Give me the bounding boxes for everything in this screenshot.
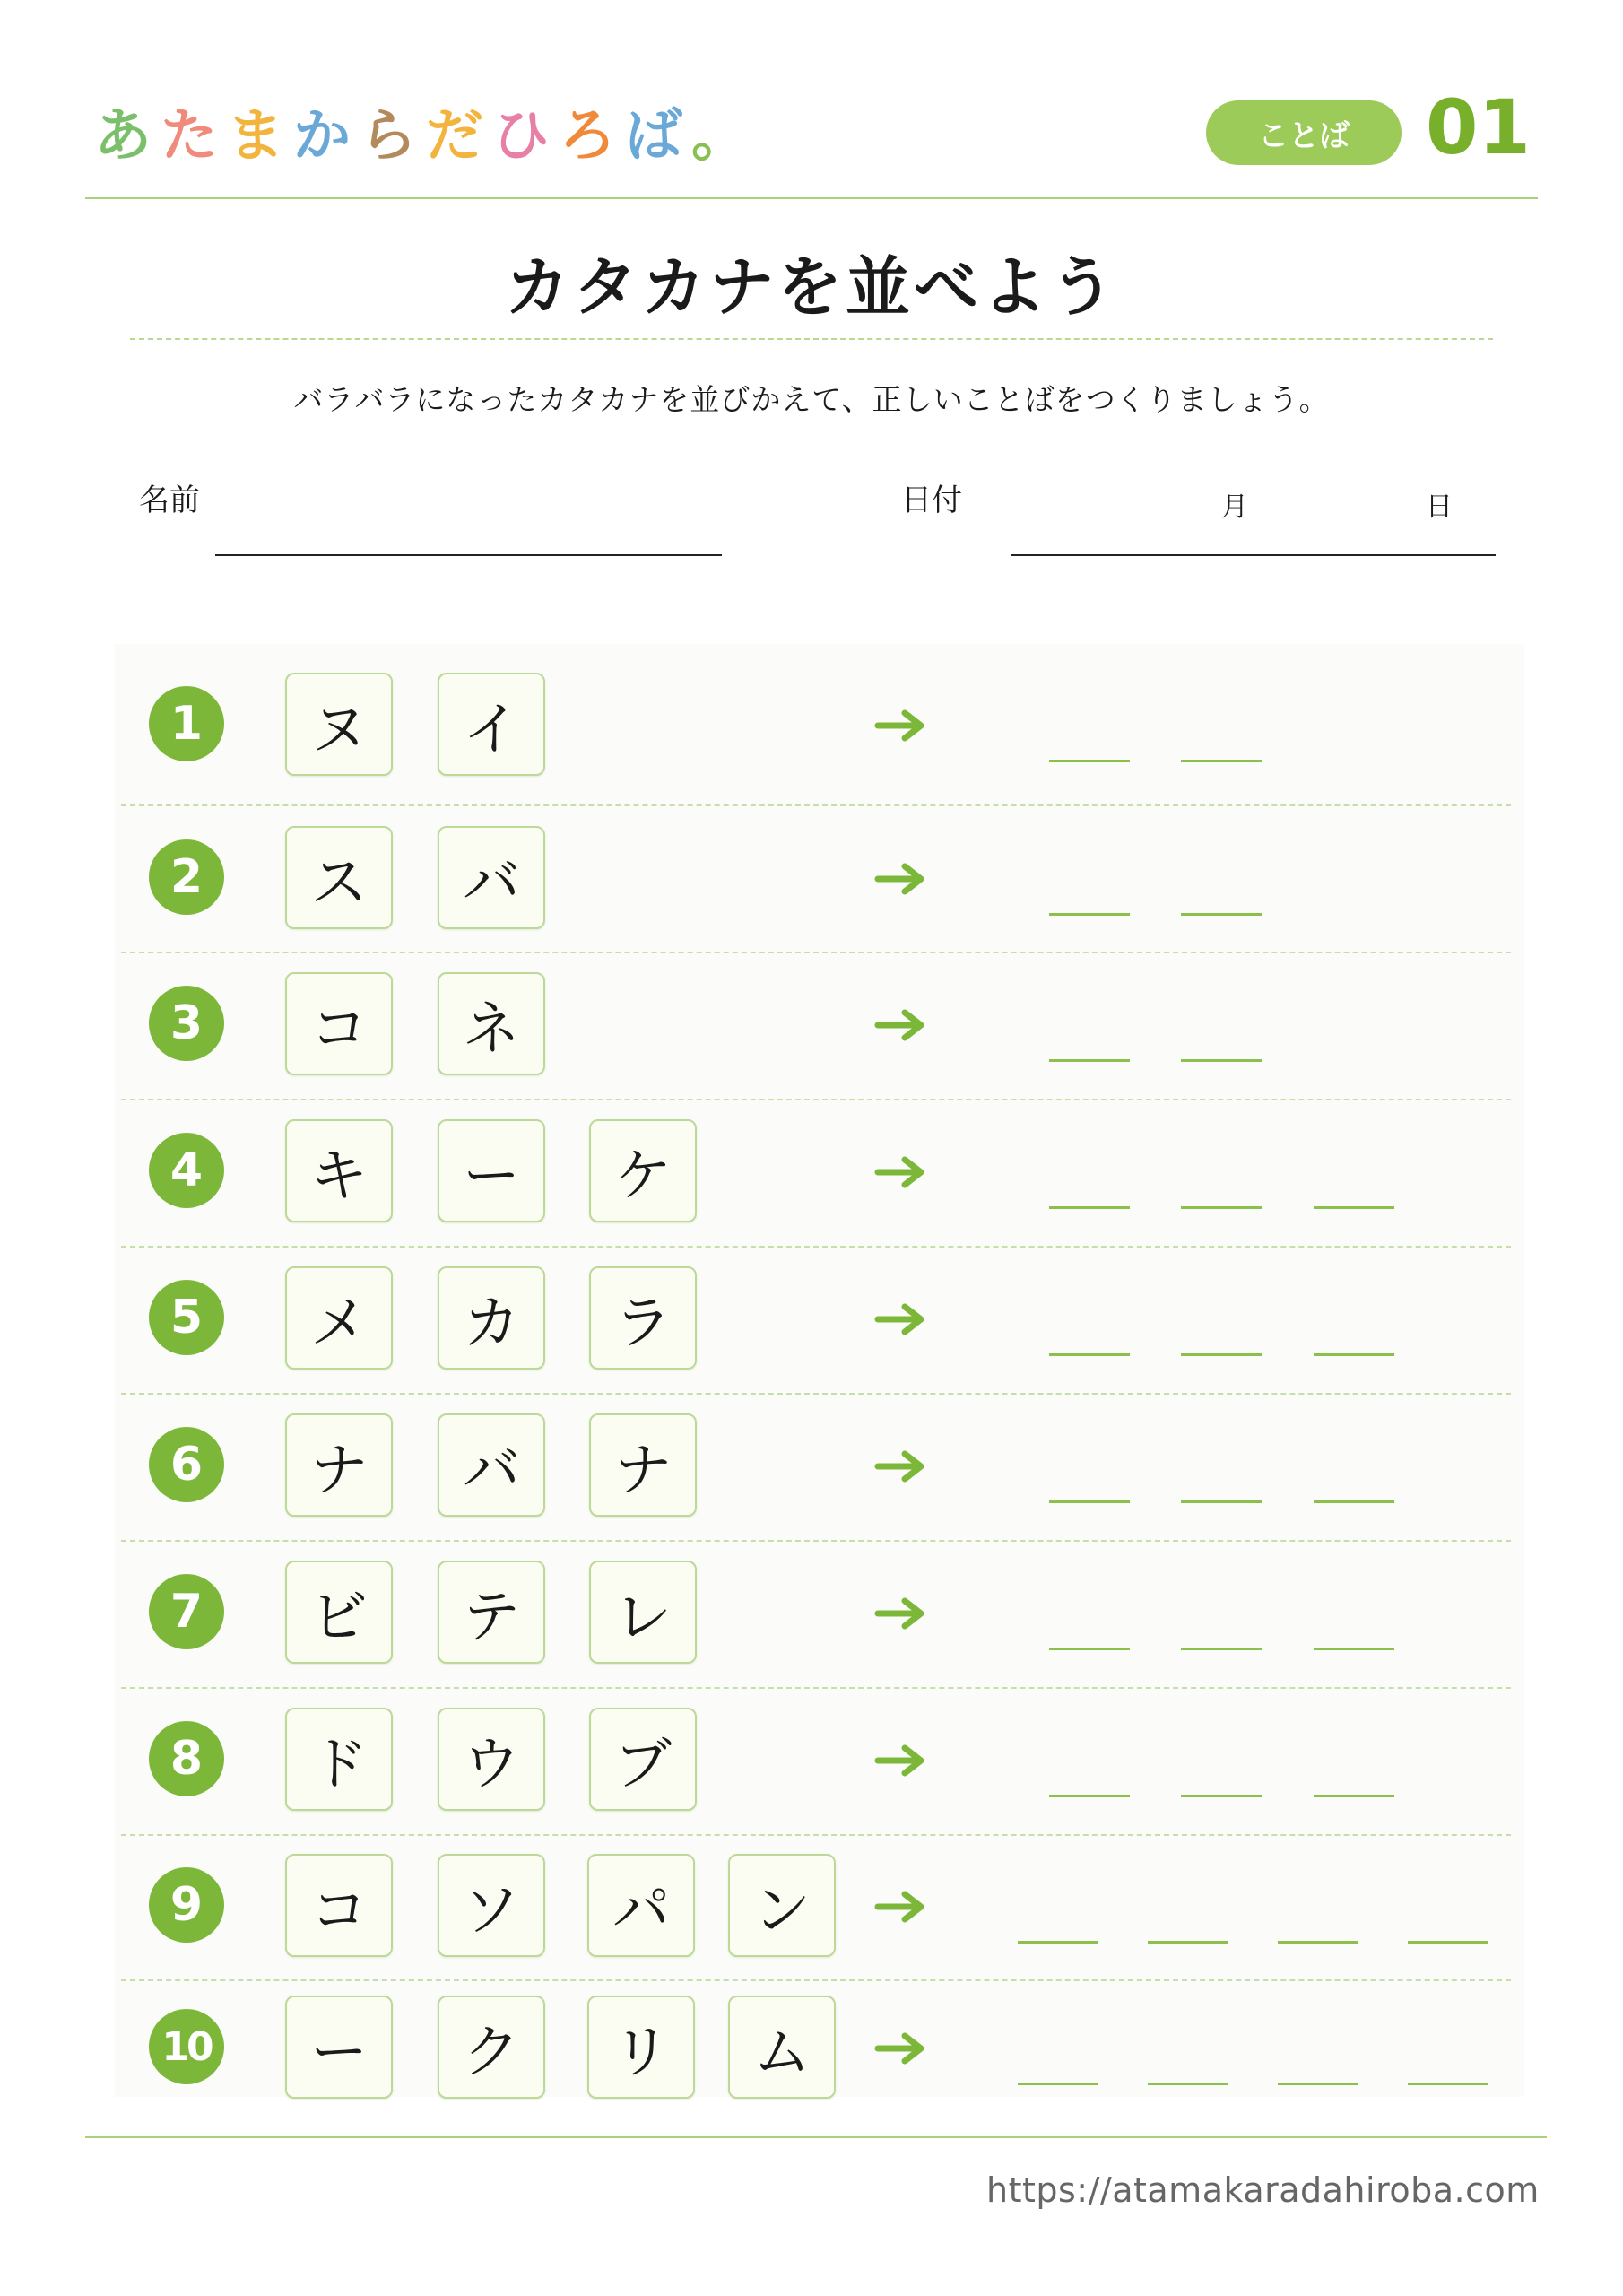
answer-blank[interactable] [1049, 913, 1130, 916]
katakana-tile: パ [587, 1854, 695, 1957]
answer-blank[interactable] [1018, 2083, 1098, 2085]
katakana-tile: ケ [589, 1119, 697, 1222]
brand-char: ま [227, 103, 293, 170]
row-divider [121, 1246, 1511, 1248]
answer-blank[interactable] [1408, 2083, 1488, 2085]
answer-blank[interactable] [1049, 760, 1130, 762]
answer-blank[interactable] [1314, 1206, 1394, 1209]
brand-char: ひ [492, 103, 559, 170]
katakana-tile: レ [589, 1561, 697, 1664]
answer-blank[interactable] [1049, 1353, 1130, 1356]
katakana-tile: ラ [589, 1266, 697, 1370]
answer-blank[interactable] [1181, 1059, 1262, 1062]
brand-char: 。 [691, 103, 758, 170]
answer-blank[interactable] [1049, 1795, 1130, 1797]
katakana-tile: メ [285, 1266, 393, 1370]
katakana-tile: ム [728, 1996, 836, 2099]
katakana-tile: ー [285, 1996, 393, 2099]
katakana-tile: ブ [589, 1708, 697, 1811]
katakana-tile: ー [438, 1119, 545, 1222]
answer-blank[interactable] [1181, 1500, 1262, 1503]
brand-char: だ [426, 103, 492, 170]
footer-divider [85, 2136, 1547, 2138]
katakana-tile: ウ [438, 1708, 545, 1811]
row-divider [121, 1540, 1511, 1542]
katakana-tile: バ [438, 1413, 545, 1517]
row-divider [121, 804, 1511, 806]
arrow-right-icon [874, 2031, 928, 2066]
arrow-right-icon [874, 861, 928, 897]
header-divider [85, 197, 1538, 199]
problem-number: 4 [149, 1133, 224, 1208]
katakana-tile: ヌ [285, 673, 393, 776]
answer-blank[interactable] [1314, 1795, 1394, 1797]
katakana-tile: カ [438, 1266, 545, 1370]
category-badge: ことば [1206, 100, 1402, 165]
brand-char: ば [625, 103, 691, 170]
katakana-tile: ネ [438, 972, 545, 1075]
date-field[interactable] [1011, 554, 1496, 556]
answer-blank[interactable] [1181, 760, 1262, 762]
problem-number: 9 [149, 1867, 224, 1943]
arrow-right-icon [874, 1596, 928, 1631]
problem-number: 7 [149, 1574, 224, 1649]
row-divider [121, 1834, 1511, 1836]
name-label: 名前 [139, 483, 200, 518]
katakana-tile: キ [285, 1119, 393, 1222]
problem-number: 6 [149, 1427, 224, 1502]
katakana-tile: ビ [285, 1561, 393, 1664]
answer-blank[interactable] [1049, 1500, 1130, 1503]
row-divider [121, 1393, 1511, 1395]
arrow-right-icon [874, 1301, 928, 1337]
sheet-number: 01 [1426, 83, 1531, 171]
katakana-tile: ナ [589, 1413, 697, 1517]
katakana-tile: リ [587, 1996, 695, 2099]
problem-number: 5 [149, 1280, 224, 1355]
katakana-tile: テ [438, 1561, 545, 1664]
katakana-tile: コ [285, 972, 393, 1075]
answer-blank[interactable] [1049, 1059, 1130, 1062]
brand-char: た [161, 103, 227, 170]
brand-char: ら [360, 103, 426, 170]
day-label: 日 [1426, 491, 1453, 523]
answer-blank[interactable] [1148, 1941, 1228, 1944]
answer-blank[interactable] [1181, 913, 1262, 916]
row-divider [121, 1979, 1511, 1981]
answer-blank[interactable] [1181, 1206, 1262, 1209]
answer-blank[interactable] [1049, 1648, 1130, 1650]
page-title: カタカナを並べよう [504, 249, 1118, 325]
answer-blank[interactable] [1181, 1795, 1262, 1797]
answer-blank[interactable] [1408, 1941, 1488, 1944]
problem-number: 2 [149, 839, 224, 915]
katakana-tile: コ [285, 1854, 393, 1957]
answer-blank[interactable] [1278, 2083, 1358, 2085]
brand-logo [94, 90, 758, 172]
katakana-tile: ナ [285, 1413, 393, 1517]
answer-blank[interactable] [1314, 1648, 1394, 1650]
row-divider [121, 1099, 1511, 1100]
answer-blank[interactable] [1018, 1941, 1098, 1944]
katakana-tile: イ [438, 673, 545, 776]
katakana-tile: ソ [438, 1854, 545, 1957]
katakana-tile: ス [285, 826, 393, 929]
answer-blank[interactable] [1314, 1500, 1394, 1503]
row-divider [121, 1687, 1511, 1689]
title-divider [130, 338, 1493, 340]
brand-char: あ [94, 103, 161, 170]
problem-number: 1 [149, 686, 224, 761]
arrow-right-icon [874, 1448, 928, 1484]
problem-number: 3 [149, 986, 224, 1061]
problem-number: 8 [149, 1721, 224, 1796]
katakana-tile: ク [438, 1996, 545, 2099]
arrow-right-icon [874, 708, 928, 744]
answer-blank[interactable] [1314, 1353, 1394, 1356]
arrow-right-icon [874, 1889, 928, 1925]
answer-blank[interactable] [1278, 1941, 1358, 1944]
month-label: 月 [1221, 491, 1248, 523]
answer-blank[interactable] [1181, 1648, 1262, 1650]
problem-number: 10 [149, 2009, 224, 2084]
answer-blank[interactable] [1181, 1353, 1262, 1356]
date-label: 日付 [901, 483, 962, 518]
katakana-tile: ド [285, 1708, 393, 1811]
arrow-right-icon [874, 1743, 928, 1779]
answer-blank[interactable] [1148, 2083, 1228, 2085]
row-divider [121, 952, 1511, 953]
brand-char: か [293, 103, 360, 170]
name-field[interactable] [215, 554, 722, 556]
instruction-text: バラバラになったカタカナを並びかえて、正しいことばをつくりましょう。 [293, 382, 1330, 417]
katakana-tile: ン [728, 1854, 836, 1957]
brand-char: ろ [559, 103, 625, 170]
katakana-tile: バ [438, 826, 545, 929]
footer-url[interactable]: https://atamakaradahiroba.com [986, 2170, 1540, 2210]
arrow-right-icon [874, 1007, 928, 1043]
answer-blank[interactable] [1049, 1206, 1130, 1209]
arrow-right-icon [874, 1154, 928, 1190]
